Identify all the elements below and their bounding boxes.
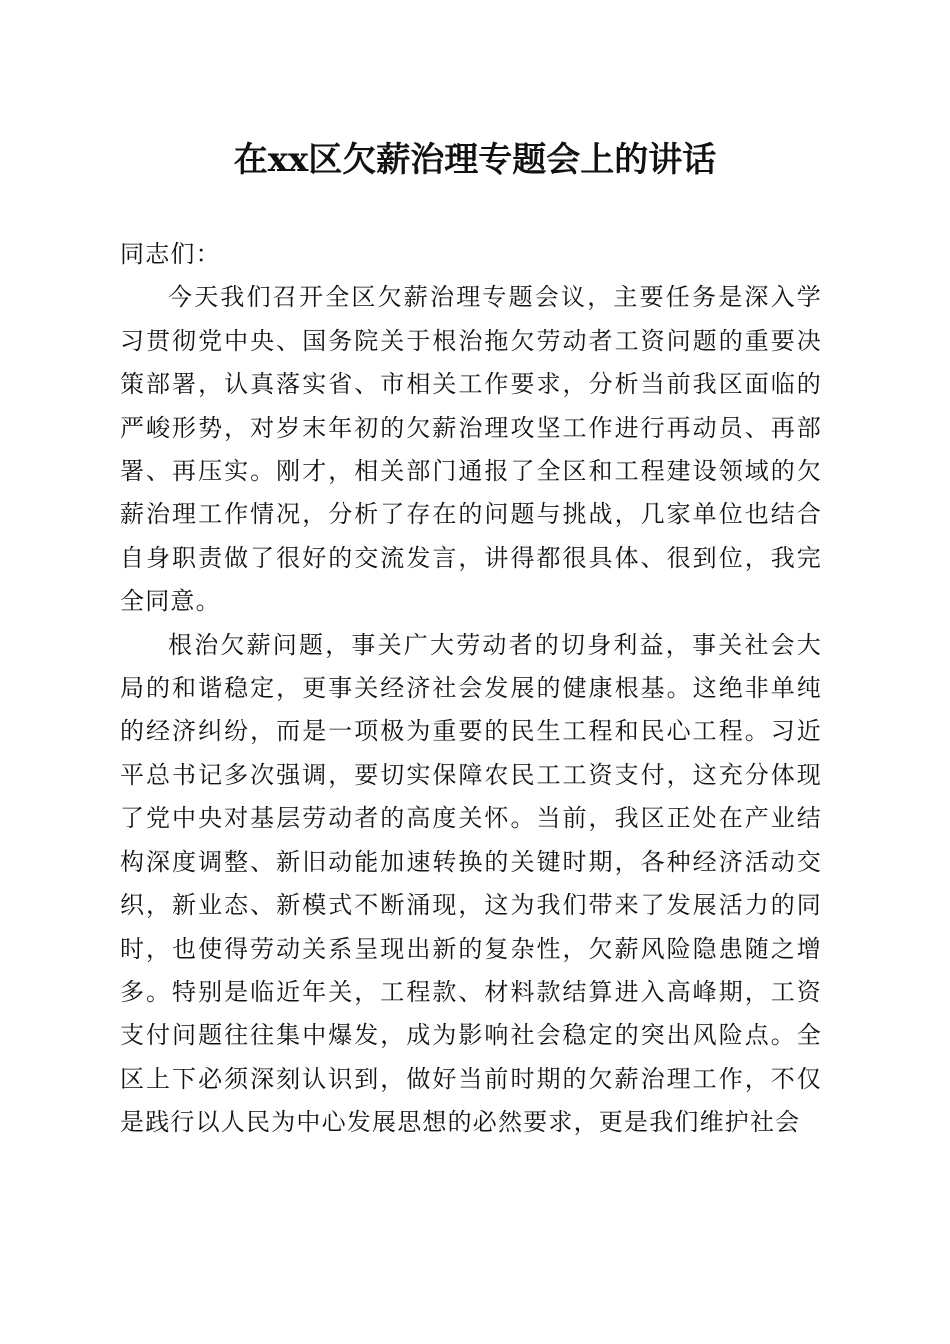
salutation: 同志们： xyxy=(120,240,221,268)
document-body xyxy=(120,233,822,1145)
paragraph-1: 今天我们召开全区欠薪治理专题会议，主要任务是深入学习贯彻党中央、国务院关于根治拖欠劳动者工资问题的重要决策部署，认真落实省、市相关工作要求，分析当前我区面临的严峻形势，对岁末年初的欠薪治理攻坚工作进行再动员、再部署、再压实。刚才，相关部门通报了全区和工程建设领域的欠薪治理工作情况，分析了存在的问题与挑战，几家单位也结合自身职责做了很好的交流发言，讲得都很具体、很到位，我完全同意。 xyxy=(120,283,822,616)
paragraph-2: 根治欠薪问题，事关广大劳动者的切身利益，事关社会大局的和谐稳定，更事关经济社会发展的健康根基。这绝非单纯的经济纠纷，而是一项极为重要的民生工程和民心工程。习近平总书记多次强调，要切实保障农民工工资支付，这充分体现了党中央对基层劳动者的高度关怀。当前，我区正处在产业结构深度调整、新旧动能加速转换的关键时期，各种经济活动交织，新业态、新模式不断涌现，这为我们带来了发展活力的同时，也使得劳动关系呈现出新的复杂性，欠薪风险隐患随之增多。特别是临近年关，工程款、材料款结算进入高峰期，工资支付问题往往集中爆发，成为影响社会稳定的突出风险点。全区上下必须深刻认识到，做好当前时期的欠薪治理工作，不仅是践行以人民为中心发展思想的必然要求，更是我们维护社会 xyxy=(120,630,822,1137)
document-title: 在xx区欠薪治理专题会上的讲话 xyxy=(233,140,717,180)
